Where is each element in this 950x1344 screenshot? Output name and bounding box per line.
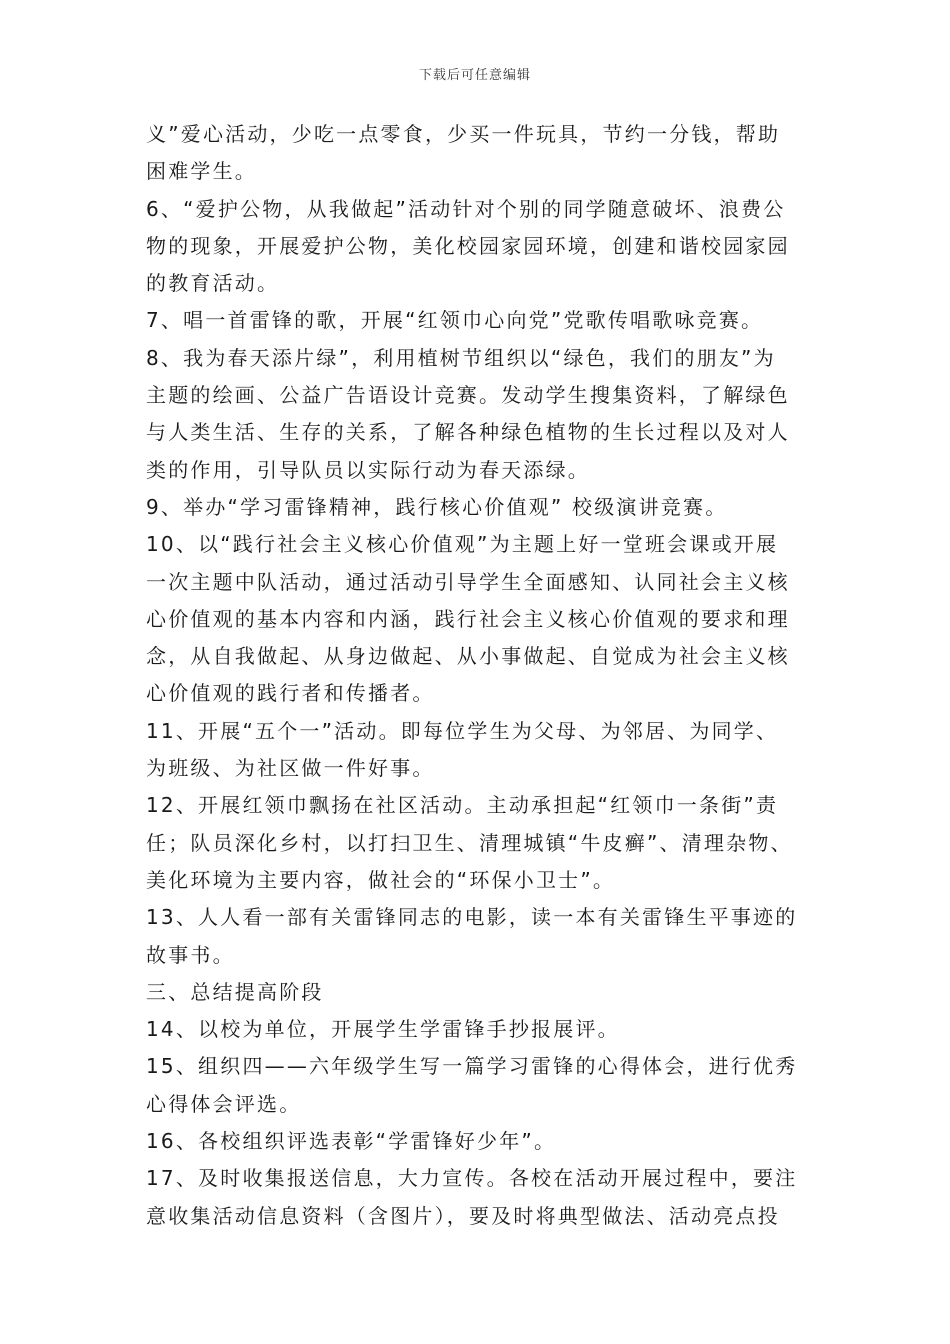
text-line: 主题的绘画、公益广告语设计竞赛。发动学生搜集资料，了解绿色 xyxy=(146,383,790,408)
section-heading: 三、总结提高阶段 xyxy=(146,979,324,1004)
text-line: 的教育活动。 xyxy=(146,271,280,296)
text-line: 14、以校为单位，开展学生学雷锋手抄报展评。 xyxy=(146,1017,620,1042)
text-line: 意收集活动信息资料（含图片），要及时将典型做法、活动亮点投 xyxy=(146,1203,780,1228)
document-body xyxy=(146,116,836,1235)
text-line: 故事书。 xyxy=(146,942,235,967)
text-line: 与人类生活、生存的关系，了解各种绿色植物的生长过程以及对人 xyxy=(146,420,790,445)
text-line: 物的现象，开展爱护公物，美化校园家园环境，创建和谐校园家园 xyxy=(146,233,790,258)
text-line: 任；队员深化乡村，以打扫卫生、清理城镇“牛皮癣”、清理杂物、 xyxy=(146,830,793,855)
text-line: 16、各校组织评选表彰“学雷锋好少年”。 xyxy=(146,1129,557,1154)
text-line: 心价值观的践行者和传播者。 xyxy=(146,681,435,706)
text-line: 心价值观的基本内容和内涵，践行社会主义核心价值观的要求和理 xyxy=(146,606,790,631)
text-line: 15、组织四——六年级学生写一篇学习雷锋的心得体会，进行优秀 xyxy=(146,1054,798,1079)
text-line: 12、开展红领巾飘扬在社区活动。主动承担起“红领巾一条街”责 xyxy=(146,793,779,818)
text-line: 心得体会评选。 xyxy=(146,1091,302,1116)
text-line: 9、举办“学习雷锋精神，践行核心价值观” 校级演讲竞赛。 xyxy=(146,494,728,519)
text-line: 8、我为春天添片绿”，利用植树节组织以“绿色，我们的朋友”为 xyxy=(146,345,776,370)
text-line: 13、人人看一部有关雷锋同志的电影，读一本有关雷锋生平事迹的 xyxy=(146,905,798,930)
text-line: 6、“爱护公物，从我做起”活动针对个别的同学随意破坏、浪费公 xyxy=(146,196,786,221)
text-line: 为班级、为社区做一件好事。 xyxy=(146,756,435,781)
page-header: 下载后可任意编辑 xyxy=(418,68,531,83)
text-line: 困难学生。 xyxy=(146,159,257,184)
text-line: 念，从自我做起、从身边做起、从小事做起、自觉成为社会主义核 xyxy=(146,644,790,669)
text-line: 11、开展“五个一”活动。即每位学生为父母、为邻居、为同学、 xyxy=(146,718,779,743)
text-line: 义”爱心活动，少吃一点零食，少买一件玩具，节约一分钱，帮助 xyxy=(146,122,781,146)
text-line: 10、以“践行社会主义核心价值观”为主题上好一堂班会课或开展 xyxy=(146,532,779,557)
text-line: 美化环境为主要内容，做社会的“环保小卫士”。 xyxy=(146,867,616,892)
text-line: 一次主题中队活动，通过活动引导学生全面感知、认同社会主义核 xyxy=(146,569,790,594)
text-line: 17、及时收集报送信息，大力宣传。各校在活动开展过程中，要注 xyxy=(146,1166,798,1191)
text-line: 类的作用，引导队员以实际行动为春天添绿。 xyxy=(146,457,590,482)
text-line: 7、唱一首雷锋的歌，开展“红领巾心向党”党歌传唱歌咏竞赛。 xyxy=(146,308,764,333)
